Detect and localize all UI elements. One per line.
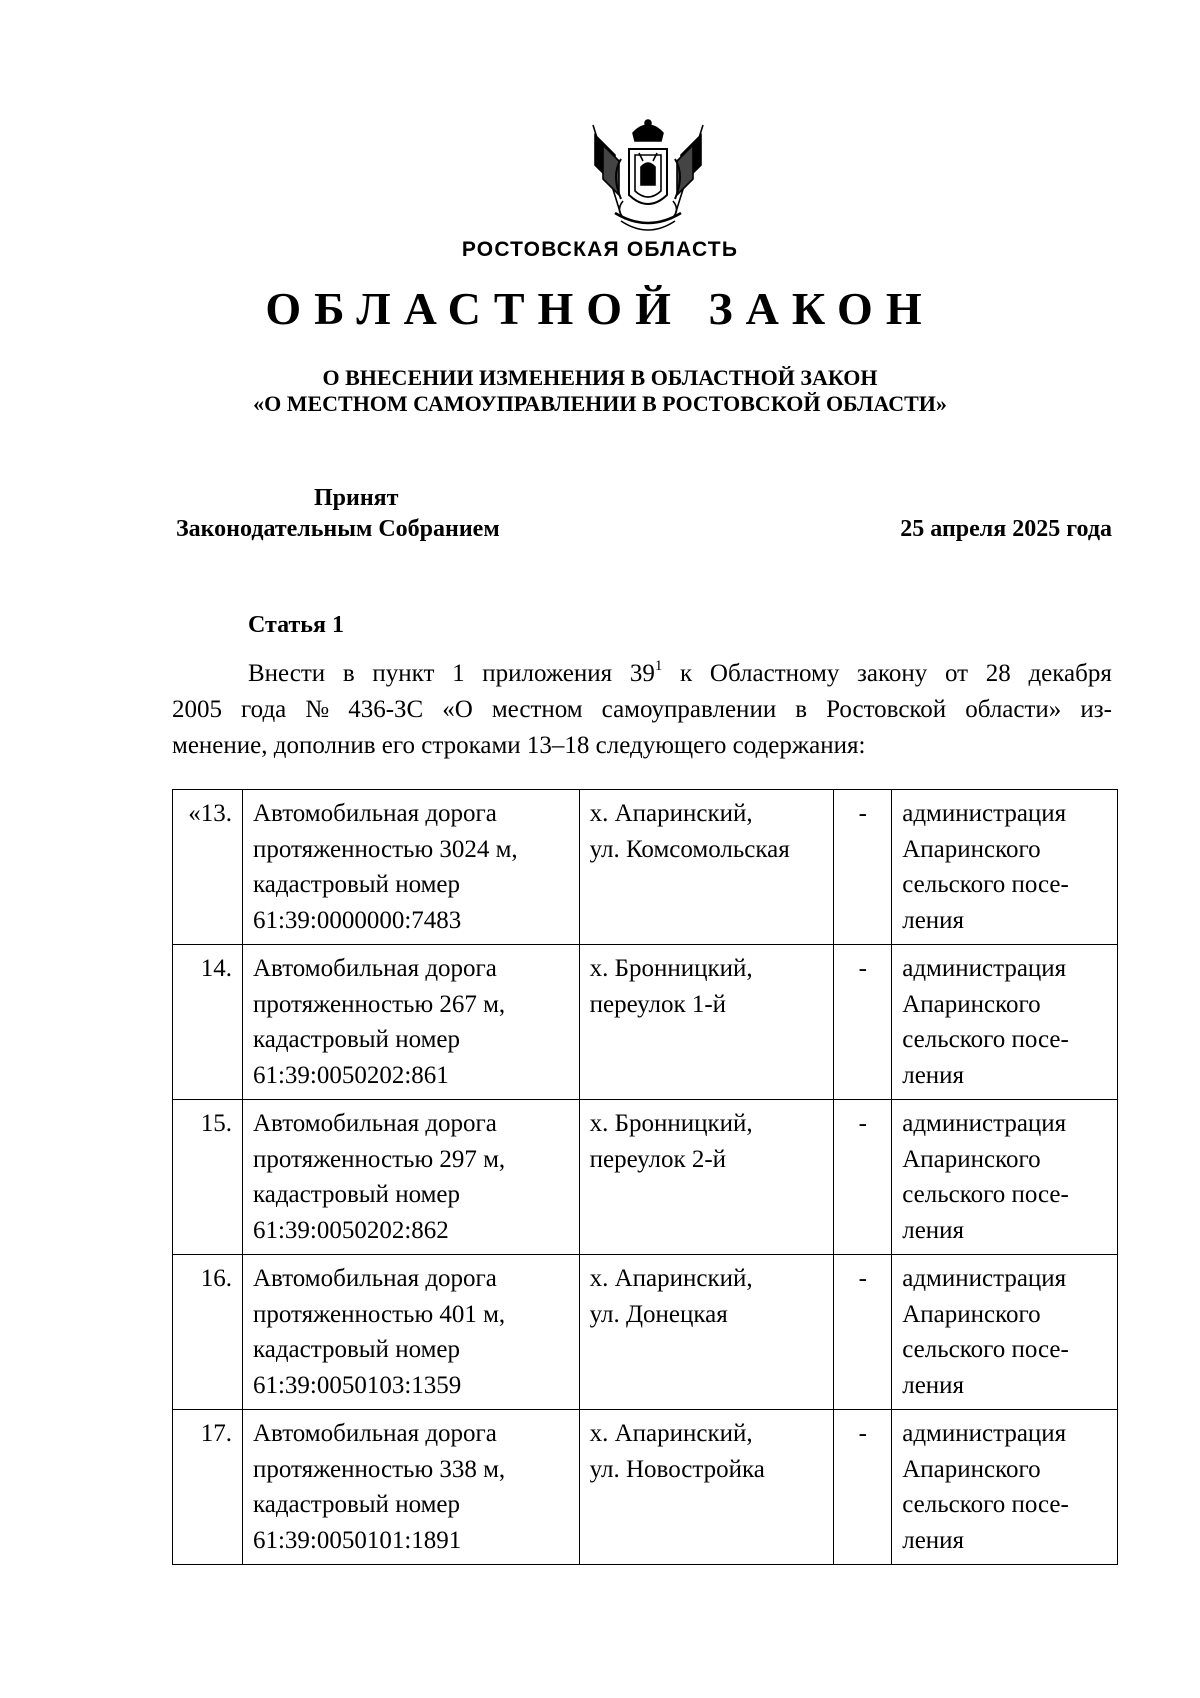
dash-mark: - (858, 955, 867, 982)
table-row (173, 1100, 1118, 1255)
article-word-text: в (342, 660, 355, 687)
table-row (173, 945, 1118, 1100)
authority-line: ления (902, 1371, 965, 1399)
article-word (372, 656, 434, 692)
adopted-label: Принят (314, 485, 399, 511)
article-text-line-1 (248, 656, 1112, 692)
article-word-text: Областному (709, 660, 840, 687)
authority-cell (892, 1410, 1118, 1565)
location-cell (579, 1255, 834, 1410)
table-row (173, 1255, 1118, 1410)
location-line: ул. Комсомольская (589, 835, 790, 863)
adopted-by-assembly: Законодательным Собранием (176, 516, 500, 542)
article-heading: Статья 1 (248, 612, 344, 638)
authority-cell (892, 790, 1118, 945)
article-word (602, 692, 777, 728)
article-word (630, 656, 663, 692)
row-number: 16. (200, 1265, 232, 1292)
article-word (857, 656, 927, 692)
dash-cell (834, 1255, 892, 1410)
article-word-text: приложения (482, 660, 613, 687)
road-list-table (172, 789, 1118, 1565)
article-word-text: № (305, 696, 330, 723)
article-word (241, 692, 286, 728)
article-word (452, 656, 465, 692)
location-cell (579, 1410, 834, 1565)
row-number: 15. (200, 1110, 232, 1137)
authority-line: администрация (902, 1265, 1067, 1292)
authority-cell (892, 945, 1118, 1100)
article-word (172, 692, 222, 728)
authority-line: администрация (902, 1110, 1067, 1137)
table-row (173, 790, 1118, 945)
object-cell (242, 790, 579, 945)
object-line: 61:39:0050202:861 (252, 1061, 449, 1089)
article-word (826, 692, 946, 728)
article-word (795, 692, 807, 728)
object-line: протяженностью 267 м, (252, 990, 506, 1018)
object-line: Автомобильная дорога (252, 1265, 497, 1292)
location-cell (579, 790, 834, 945)
row-number: 14. (200, 955, 232, 982)
authority-line: администрация (902, 955, 1067, 982)
article-word-text: Внести (248, 660, 326, 687)
object-cell (242, 945, 579, 1100)
article-word (1080, 692, 1112, 728)
table-row (173, 1410, 1118, 1565)
superscript-index: 1 (654, 657, 663, 674)
location-cell (579, 945, 834, 1100)
article-text-line-3: менение, дополнив его строками 13–18 следующего содержания: (172, 732, 866, 759)
article-word-text: из- (1080, 696, 1112, 723)
object-line: Автомобильная дорога (252, 1420, 497, 1447)
dash-mark: - (858, 1420, 867, 1447)
authority-cell (892, 1100, 1118, 1255)
authority-line: Апаринского (902, 1300, 1041, 1328)
object-line: протяженностью 338 м, (252, 1455, 506, 1483)
article-word (305, 692, 329, 728)
object-line: кадастровый номер (252, 1491, 461, 1518)
location-line: ул. Новостройка (589, 1455, 765, 1483)
article-word (343, 656, 355, 692)
article-word (945, 656, 968, 692)
law-subtitle-line-1: О ВНЕСЕНИИ ИЗМЕНЕНИЯ В ОБЛАСТНОЙ ЗАКОН (322, 365, 878, 390)
row-number-cell (173, 790, 243, 945)
authority-line: Апаринского (902, 990, 1041, 1018)
law-subtitle-line-2: «О МЕСТНОМ САМОУПРАВЛЕНИИ В РОСТОВСКОЙ ОБЛАСТИ» (253, 391, 947, 416)
object-line: 61:39:0050103:1359 (252, 1371, 462, 1399)
dash-cell (834, 1410, 892, 1565)
authority-line: сельского посе- (902, 1491, 1069, 1518)
authority-line: ления (902, 1061, 965, 1089)
article-word-text: 39 (629, 660, 655, 687)
row-number-cell (173, 1410, 243, 1565)
dash-mark: - (858, 1110, 867, 1137)
location-cell (579, 1100, 834, 1255)
location-line: х. Апаринский, (589, 800, 753, 827)
row-number: 17. (200, 1420, 232, 1447)
article-word (965, 692, 1061, 728)
authority-line: сельского посе- (902, 1336, 1069, 1363)
location-line: переулок 2-й (589, 1145, 727, 1173)
authority-line: ления (902, 1216, 965, 1244)
dash-cell (834, 1100, 892, 1255)
authority-line: администрация (902, 1420, 1067, 1447)
dash-cell (834, 945, 892, 1100)
location-line: х. Апаринский, (589, 1420, 753, 1447)
authority-line: Апаринского (902, 1145, 1041, 1173)
object-line: 61:39:0000000:7483 (252, 906, 462, 934)
article-word-text: самоуправлении (601, 696, 777, 723)
object-cell (242, 1255, 579, 1410)
law-type-title: ОБЛАСТНОЙ ЗАКОН (265, 283, 935, 334)
article-word-text: закону (857, 660, 928, 687)
article-word (482, 656, 612, 692)
object-line: 61:39:0050202:862 (252, 1216, 449, 1244)
authority-line: администрация (902, 800, 1067, 827)
location-line: х. Бронницкий, (589, 955, 753, 982)
location-line: ул. Донецкая (589, 1300, 728, 1328)
dash-cell (834, 790, 892, 945)
article-word-text: местном (491, 696, 583, 723)
authority-line: сельского посе- (902, 1026, 1069, 1053)
authority-line: ления (902, 906, 965, 934)
object-line: Автомобильная дорога (252, 800, 497, 827)
object-cell (242, 1100, 579, 1255)
article-word-text: 1 (452, 660, 465, 687)
object-line: кадастровый номер (252, 1026, 461, 1053)
article-word (710, 656, 839, 692)
row-number-cell (173, 945, 243, 1100)
object-line: Автомобильная дорога (252, 955, 497, 982)
row-number: «13. (188, 800, 232, 827)
article-word-text: 28 (985, 660, 1011, 687)
dash-mark: - (858, 800, 867, 827)
location-line: х. Бронницкий, (589, 1110, 753, 1137)
row-number-cell (173, 1100, 243, 1255)
object-line: кадастровый номер (252, 1336, 461, 1363)
region-name: РОСТОВСКАЯ ОБЛАСТЬ (461, 238, 739, 261)
object-line: кадастровый номер (252, 871, 461, 898)
authority-line: Апаринского (902, 1455, 1041, 1483)
article-word (348, 692, 423, 728)
object-line: кадастровый номер (252, 1181, 461, 1208)
location-line: х. Апаринский, (589, 1265, 753, 1292)
article-word-text: декабря (1028, 660, 1112, 687)
object-line: протяженностью 401 м, (252, 1300, 506, 1328)
article-word-text: от (944, 660, 969, 687)
dash-mark: - (858, 1265, 867, 1292)
location-line: переулок 1-й (589, 990, 727, 1018)
article-word (680, 656, 692, 692)
article-word (1028, 656, 1111, 692)
object-line: 61:39:0050101:1891 (252, 1526, 462, 1554)
article-word-text: 436-ЗС (348, 696, 424, 723)
object-line: протяженностью 3024 м, (252, 835, 518, 863)
article-word-text: области» (965, 696, 1062, 723)
article-word (986, 656, 1011, 692)
authority-line: сельского посе- (902, 871, 1069, 898)
article-text-line-2 (172, 692, 1112, 728)
article-word-text: 2005 (172, 696, 222, 723)
article-word-text: к (680, 660, 693, 687)
article-word-text: в (795, 696, 808, 723)
adoption-date: 25 апреля 2025 года (900, 516, 1112, 542)
authority-line: ления (902, 1526, 965, 1554)
object-line: Автомобильная дорога (252, 1110, 497, 1137)
authority-cell (892, 1255, 1118, 1410)
article-word-text: года (241, 696, 287, 723)
authority-line: Апаринского (902, 835, 1041, 863)
authority-line: сельского посе- (902, 1181, 1069, 1208)
object-line: протяженностью 297 м, (252, 1145, 506, 1173)
object-cell (242, 1410, 579, 1565)
article-word-text: «О (442, 696, 473, 723)
article-word-text: пункт (372, 660, 435, 687)
row-number-cell (173, 1255, 243, 1410)
coat-of-arms-emblem (585, 115, 711, 237)
article-word (492, 692, 583, 728)
article-word (442, 692, 473, 728)
article-word (248, 656, 325, 692)
article-word-text: Ростовской (826, 696, 947, 723)
